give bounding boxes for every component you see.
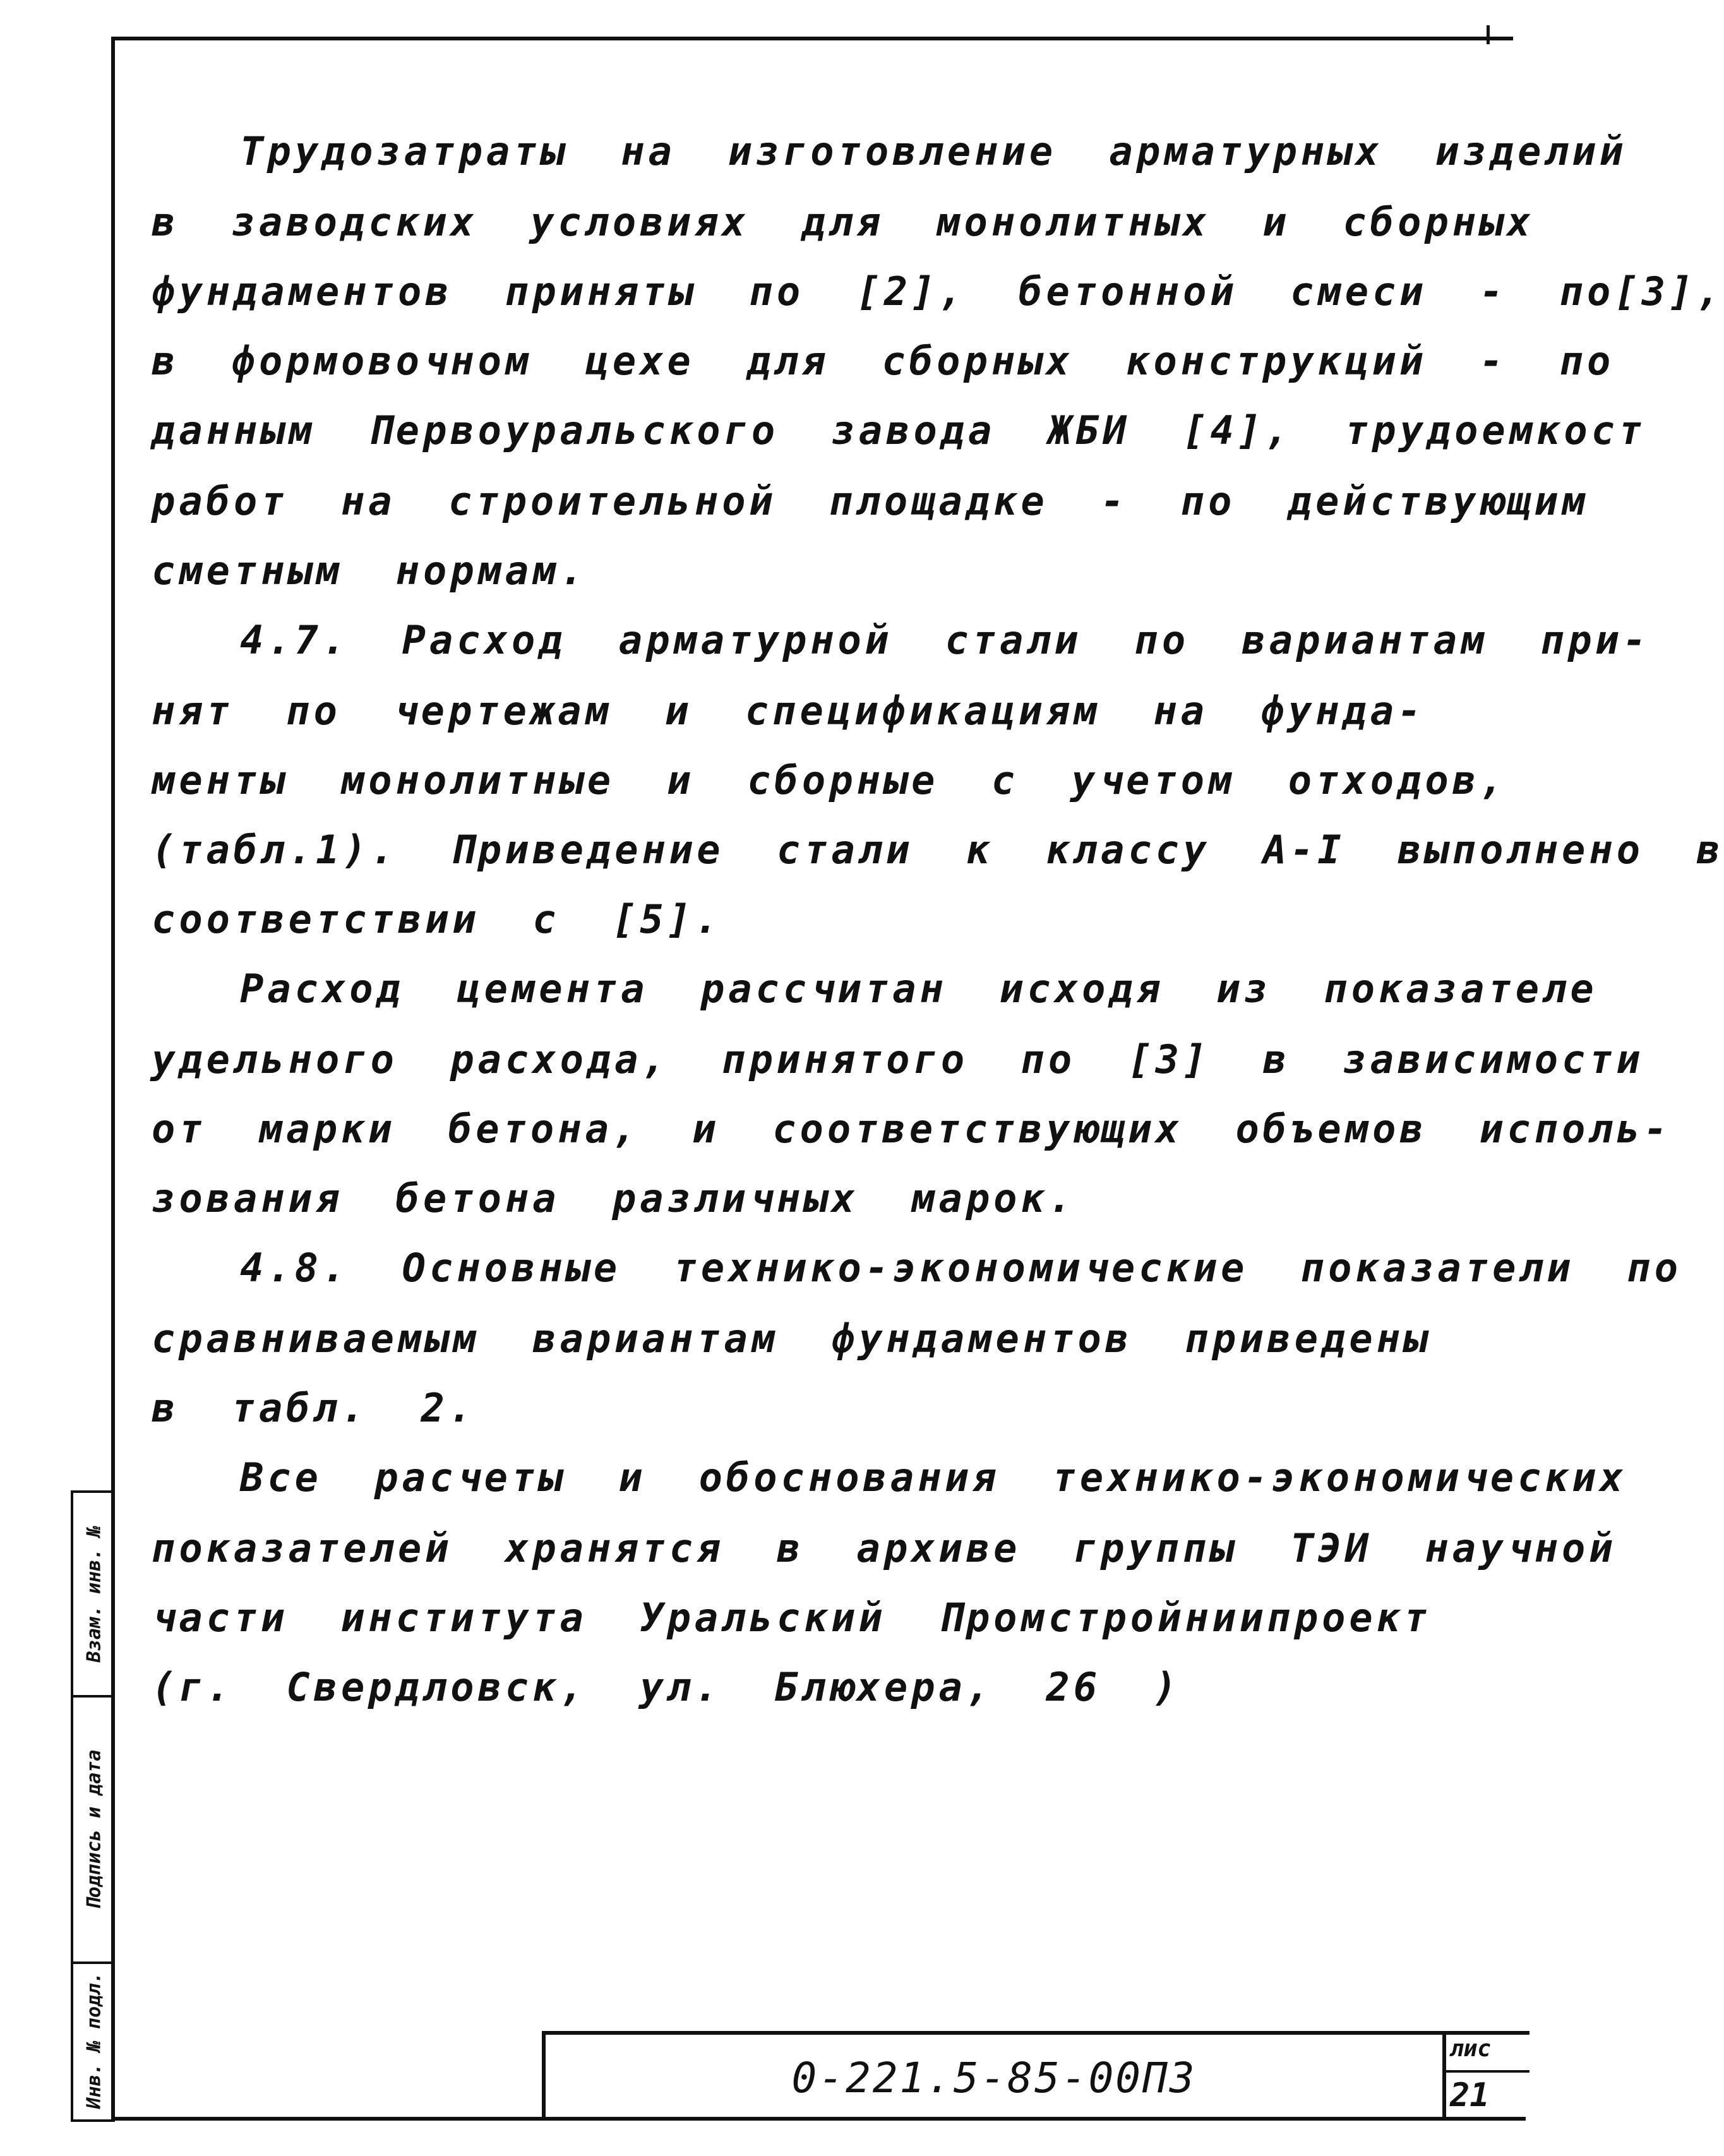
text-line: соответствии с [5]. <box>152 896 722 942</box>
text-line: (табл.1). Приведение стали к классу А-I выполнено в <box>152 827 1724 873</box>
text-line: данным Первоуральского завода ЖБИ [4], трудоемкост <box>152 407 1646 453</box>
text-line: Трудозатраты на изготовление арматурных изделий <box>240 128 1627 174</box>
text-line: в формовочном цехе для сборных конструкций - по <box>152 338 1615 384</box>
text-line: показателей хранятся в архиве группы ТЭИ научной <box>152 1525 1617 1571</box>
text-line: части института Уральский Промстройниипроект <box>152 1595 1432 1641</box>
stamp-cell-vzam-inv <box>73 1493 115 1698</box>
text-line: работ на строительной площадке - по действующим <box>152 478 1589 524</box>
sheet-number: 21 <box>1450 2076 1490 2114</box>
text-line: от марки бетона, и соответствующих объемов исполь- <box>152 1106 1672 1152</box>
frame-corner-tick <box>1487 25 1490 44</box>
text-line: фундаментов приняты по [2], бетонной смеси - по[3], <box>152 268 1724 314</box>
text-line: удельного расхода, принятого по [3] в зависимости <box>152 1036 1644 1082</box>
text-line: 4.7. Расход арматурной стали по вариантам при- <box>240 617 1651 663</box>
text-line: нят по чертежам и спецификациям на фунда- <box>152 688 1425 734</box>
stamp-label-vzam-inv: Взам. инв. № <box>83 1525 105 1663</box>
text-line: в табл. 2. <box>152 1385 476 1431</box>
text-line: менты монолитные и сборные с учетом отходов, <box>152 757 1507 803</box>
sheet-divider <box>1446 2070 1529 2073</box>
text-line: в заводских условиях для монолитных и сборных <box>152 199 1535 245</box>
sheet-label: лис <box>1450 2036 1492 2062</box>
stamp-cell-podpis-data <box>73 1698 115 1964</box>
text-line: Все расчеты и обоснования технико-экономических <box>240 1454 1627 1500</box>
document-code: 0-221.5-85-00ПЗ <box>791 2053 1197 2102</box>
text-line: зования бетона различных марок. <box>152 1175 1076 1221</box>
stamp-cell-inv-podl <box>73 1964 115 2117</box>
text-line: сметным нормам. <box>152 548 587 594</box>
title-block <box>542 2031 1442 2121</box>
text-line: сравниваемым вариантам фундаментов приведены <box>152 1315 1432 1362</box>
stamp-label-podpis-data: Подпись и дата <box>83 1749 105 1910</box>
text-line: Расход цемента рассчитан исходя из показателе <box>240 966 1598 1012</box>
stamp-label-inv-podl: Инв. № подл. <box>83 1972 105 2109</box>
frame-top-line <box>115 37 1513 40</box>
sheet-box <box>1442 2031 1529 2121</box>
side-stamp <box>71 1490 115 2122</box>
text-line: (г. Свердловск, ул. Блюхера, 26 ) <box>152 1664 1181 1710</box>
text-line: 4.8. Основные технико-экономические показатели по <box>240 1245 1682 1291</box>
